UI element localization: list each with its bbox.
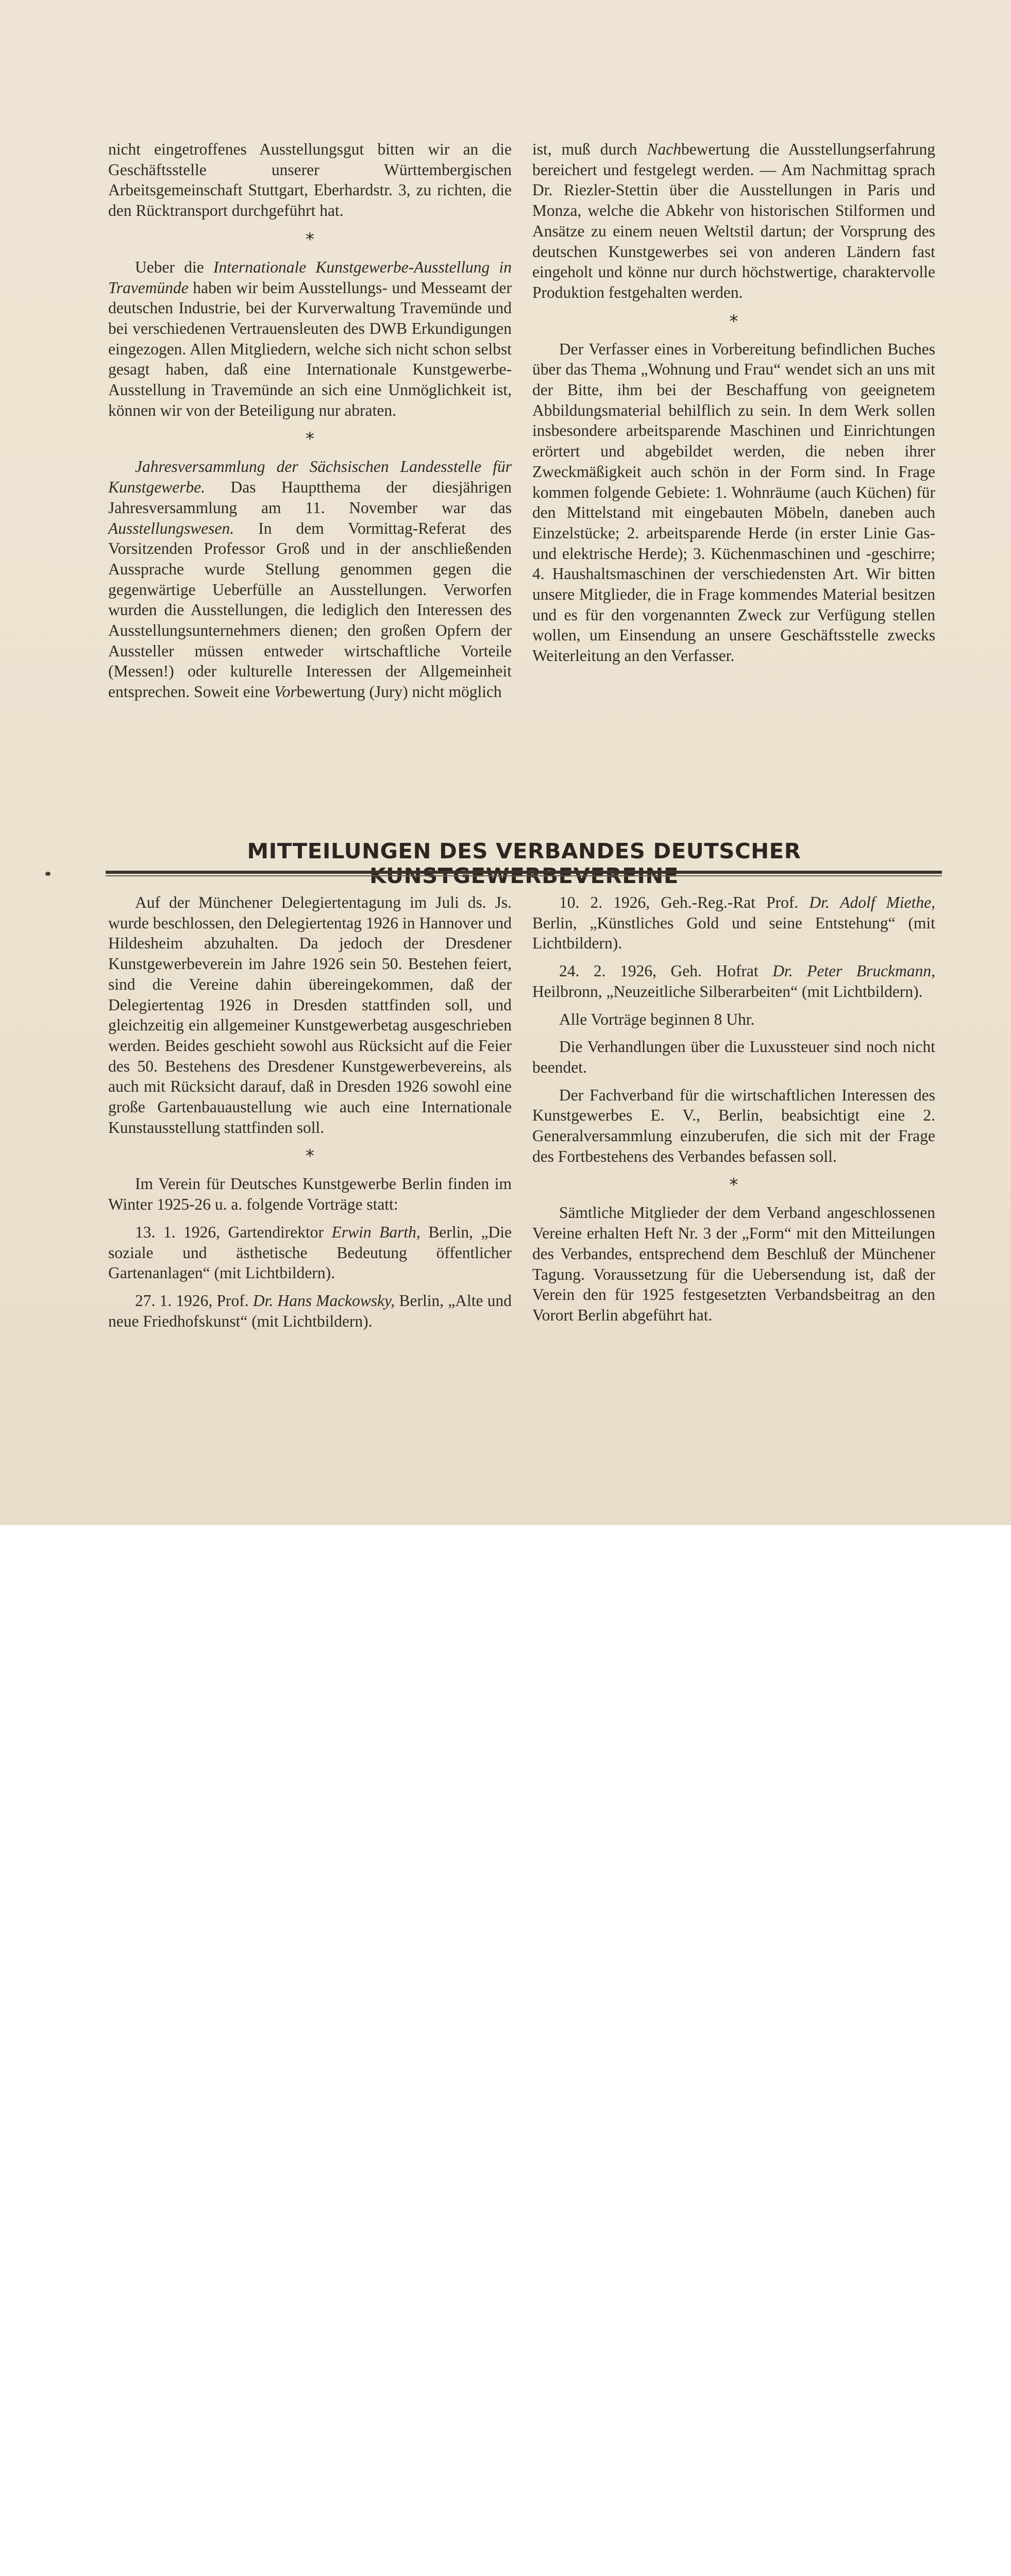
emphasized-text: Internationale Kunstgewerbe-Ausstellung in Travemünde (108, 258, 512, 297)
text-run: 13. 1. 1926, Gartendirektor (135, 1223, 332, 1241)
paragraph (532, 339, 935, 666)
text-run: 10. 2. 1926, Geh.-Reg.-Rat Prof. (559, 893, 810, 911)
paragraph-gap (532, 1029, 935, 1037)
paragraph-gap (108, 1283, 512, 1291)
emphasized-text: Jahresversammlung der Sächsischen Landesstelle für Kunstgewerbe. (108, 457, 512, 497)
heading-rule-thin (106, 875, 942, 876)
text-run: Berlin, „Künstliches Gold und seine Entstehung“ (mit Lichtbildern). (532, 913, 935, 953)
upper-left-column (108, 139, 512, 702)
paragraph-gap (532, 954, 935, 961)
emphasized-text: Erwin Barth, (331, 1223, 420, 1241)
paragraph-gap (532, 1002, 935, 1009)
text-run: bewertung die Ausstellungserfahrung bereichert und festgelegt werden. — Am Nachmittag sprach Dr. Riezler-Stettin über die Ausstellungen in Paris und Monza, welche die Abkehr von historischen Stilformen und Ansätze zu einem neuen Weltstil dartun; der Vorsprung des deutschen Kunstgewerbes sei von anderen Ländern fast eingeholt und könne nur durch höchstwertige, charaktervolle Produktion festgehalten werden. (532, 140, 935, 301)
section-separator-asterisk: * (306, 229, 314, 250)
emphasized-text: Vor (274, 683, 297, 701)
paragraph (108, 1174, 512, 1214)
paragraph (532, 892, 935, 954)
text-run: Berlin, „Alte und neue Friedhofskunst“ (mit Lichtbildern). (108, 1291, 512, 1330)
section-separator-asterisk: * (306, 429, 314, 450)
section-separator-asterisk: * (729, 1175, 738, 1196)
emphasized-text: Nach (647, 140, 682, 158)
text-run: Ueber die (135, 258, 213, 276)
text-run: nicht eingetroffenes Ausstellungsgut bitten wir an die Geschäftsstelle unserer Württembergischen Arbeitsgemeinschaft Stuttgart, Eberhardstr. 3, zu richten, die den Rücktransport durchgeführt hat. (108, 140, 512, 220)
emphasized-text: Ausstellungswesen. (108, 519, 234, 537)
text-run: Auf der Münchener Delegiertentagung im Juli ds. Js. wurde beschlossen, den Delegiertentag 1926 in Hannover und Hildesheim abzuhalten. Da jedoch der Dresdener Kunstgewerbeverein im Jahre 1926 sein 50. Bestehen feiert, sind die Vereine dahin übereingekommen, daß der Delegiertentag 1926 in Dresden stattfinden soll, und gleichzeitig ein allgemeiner Kunstgewerbetag ausgeschrieben werden. Beides geschieht sowohl aus Rücksicht auf die Feier des 50. Bestehens des Dresdener Kunstgewerbevereins, als auch mit Rücksicht darauf, daß in Dresden 1926 sowohl eine große Gartenbauaustellung wie auch eine Internationale Kunstausstellung stattfinden soll. (108, 893, 512, 1137)
text-run: 24. 2. 1926, Geh. Hofrat (559, 962, 773, 980)
paragraph (108, 1222, 512, 1283)
paragraph-gap (108, 1215, 512, 1222)
footer-bar (0, 1525, 1011, 1599)
emphasized-text: Dr. Adolf Miethe, (809, 893, 935, 911)
paragraph (108, 456, 512, 702)
text-run: Der Fachverband für die wirtschaftlichen Interessen des Kunstgewerbes E. V., Berlin, beabsichtigt eine 2. Generalversammlung einzuberufen, die sich mit der Frage des Fortbestehens des Verbandes befassen soll. (532, 1086, 935, 1165)
paragraph (108, 1291, 512, 1331)
text-run: In dem Vormittag-Referat des Vorsitzenden Professor Groß und in der anschließenden Aussprache wurde Stellung genommen gegen die gegenwärtige Ueberfülle an Ausstellungen. Verworfen wurden die Ausstellungen, die lediglich den Interessen des Ausstellungsunternehmers dienen; den großen Opfern der Aussteller müssen entweder wirtschaftliche Vorteile (Messen!) oder kulturelle Interessen der Allgemeinheit entsprechen. Soweit eine (108, 519, 512, 701)
lower-right-column (532, 892, 935, 1326)
paragraph-gap (532, 1078, 935, 1085)
paragraph (532, 1085, 935, 1167)
text-run: Die Verhandlungen über die Luxussteuer sind noch nicht beendet. (532, 1038, 935, 1076)
text-run: Heilbronn, „Neuzeitliche Silberarbeiten“ (mit Lichtbildern). (532, 982, 923, 1001)
margin-speck (45, 872, 50, 876)
emphasized-text: Dr. Hans Mackowsky, (252, 1291, 395, 1310)
paragraph (108, 257, 512, 421)
paragraph (108, 139, 512, 221)
paragraph (532, 139, 935, 303)
text-run: Das Hauptthema der diesjährigen Jahresversammlung am 11. November war das (108, 478, 512, 517)
section-separator-asterisk: * (306, 1146, 314, 1167)
paragraph (532, 1009, 935, 1030)
text-run: 27. 1. 1926, Prof. (135, 1291, 253, 1310)
upper-right-column (532, 139, 935, 666)
section-heading: MITTEILUNGEN DES VERBANDES DEUTSCHER (247, 839, 801, 863)
text-run: haben wir beim Ausstellungs- und Messeamt der deutschen Industrie, bei der Kurverwaltung Travemünde und bei verschiedenen Vertrauensleuten des DWB Erkundigungen eingezogen. Allen Mitgliedern, welche sich nicht schon selbst gesagt haben, daß eine Internationale Kunstgewerbe-Ausstellung in Travemünde an sich eine Unmöglichkeit ist, können wir von der Beteiligung nur abraten. (108, 278, 512, 419)
paragraph (108, 892, 512, 1138)
text-run: Berlin, „Die soziale und ästhetische Bedeutung öffentlicher Gartenanlagen“ (mit Lichtbildern). (108, 1223, 512, 1282)
paragraph (532, 1202, 935, 1325)
section-separator-asterisk: * (729, 311, 738, 332)
text-run: ist, muß durch (532, 140, 647, 158)
text-run: Im Verein für Deutsches Kunstgewerbe Berlin finden im Winter 1925-26 u. a. folgende Vorträge statt: (108, 1175, 512, 1214)
paragraph (532, 1037, 935, 1077)
heading-rule-thick (106, 871, 942, 874)
emphasized-text: Dr. Peter Bruckmann, (772, 962, 935, 980)
paragraph (532, 961, 935, 1002)
lower-left-column (108, 892, 512, 1331)
text-run: Alle Vorträge beginnen 8 Uhr. (559, 1010, 755, 1028)
text-run: Sämtliche Mitglieder der dem Verband angeschlossenen Vereine erhalten Heft Nr. 3 der „Form“ mit den Mitteilungen des Verbandes, entsprechend dem Beschluß der Münchener Tagung. Voraussetzung für die Uebersendung ist, daß der Verein den für 1925 festgesetzten Verbandsbeitrag an den Vorort Berlin abgeführt hat. (532, 1204, 935, 1324)
text-run: Der Verfasser eines in Vorbereitung befindlichen Buches über das Thema „Wohnung und Frau“ wendet sich an uns mit der Bitte, ihm bei der Beschaffung von geeignetem Abbildungsmaterial behilflich zu sein. In dem Werk sollen insbesondere arbeitsparende Maschinen und Einrichtungen erörtert und abgebildet werden, die neben ihrer Zweckmäßigkeit auch schön in der Form sind. In Frage kommen folgende Gebiete: 1. Wohnräume (auch Küchen) für den Mittelstand mit eingebauten Möbeln, daneben auch Einzelstücke; 2. arbeitsparende Herde (in erster Linie Gas- und elektrische Herde); 3. Küchenmaschinen und -geschirre; 4. Haushaltsmaschinen der verschiedensten Art. Wir bitten unsere Mitglieder, die in Frage kommendes Material besitzen und es für den vorgenannten Zweck zur Verfügung stellen wollen, um Einsendung an unsere Geschäftsstelle zwecks Weiterleitung an den Verfasser. (532, 340, 935, 665)
text-run: bewertung (Jury) nicht möglich (296, 683, 502, 701)
